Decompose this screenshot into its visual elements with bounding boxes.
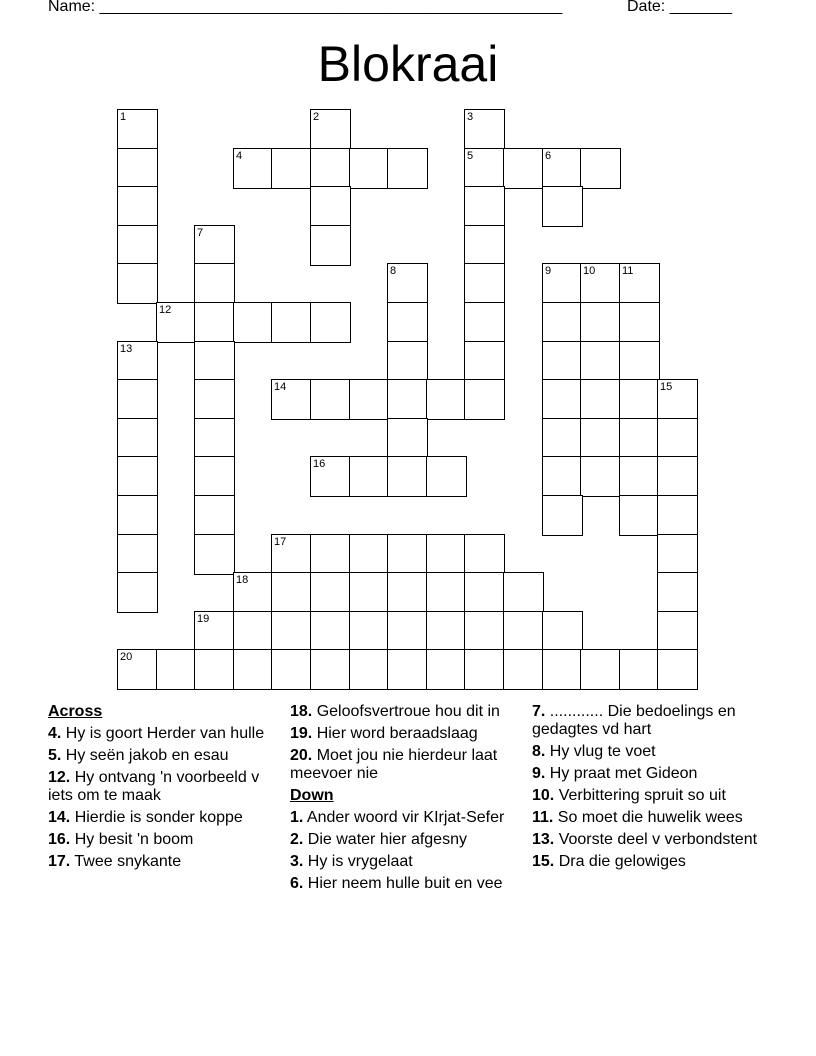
name-field[interactable]: Name: ____________________________________________________ (48, 0, 563, 15)
grid-cell[interactable] (657, 611, 698, 652)
grid-cell[interactable] (426, 534, 467, 575)
date-field[interactable]: Date: _______ (627, 0, 732, 15)
grid-cell[interactable] (349, 611, 390, 652)
grid-cell[interactable] (426, 572, 467, 613)
clue-text: Hy praat met Gideon (545, 765, 698, 782)
clue-number: 10. (532, 787, 555, 804)
grid-cell[interactable] (349, 534, 390, 575)
clue-item (290, 831, 518, 849)
clue-number: 2. (290, 831, 304, 848)
clue-item (532, 831, 764, 849)
clue-number: 9. (532, 765, 546, 782)
grid-cell[interactable] (271, 649, 312, 690)
clue-item (532, 853, 764, 871)
clue-number: 1. (290, 809, 304, 826)
grid-cell[interactable] (464, 225, 505, 266)
grid-cell[interactable] (117, 418, 158, 459)
clue-number: 13 (120, 343, 133, 355)
grid-cell[interactable] (619, 418, 660, 459)
grid-cell[interactable] (580, 456, 621, 497)
clue-text: Die water hier afgesny (303, 831, 467, 848)
grid-cell[interactable] (194, 225, 235, 266)
grid-cell[interactable] (619, 495, 660, 536)
grid-cell[interactable] (426, 456, 467, 497)
grid-cell[interactable] (464, 263, 505, 304)
clue-text: Ander woord vir KIrjat-Sefer (303, 809, 505, 826)
clue-number: 3 (467, 111, 474, 123)
grid-cell[interactable] (349, 456, 390, 497)
grid-cell[interactable] (194, 495, 235, 536)
grid-cell[interactable] (503, 148, 544, 189)
clue-number: 7 (197, 227, 204, 239)
clue-number: 15 (660, 381, 673, 393)
grid-cell[interactable] (542, 148, 583, 189)
grid-cell[interactable] (387, 534, 428, 575)
grid-cell[interactable] (387, 649, 428, 690)
grid-cell[interactable] (117, 148, 158, 189)
clue-number: 4. (48, 725, 62, 742)
grid-cell[interactable] (619, 302, 660, 343)
grid-cell[interactable] (117, 109, 158, 150)
grid-cell[interactable] (387, 379, 428, 420)
clue-item (290, 809, 518, 827)
page-title: Blokraai (317, 36, 499, 92)
clue-text: Hier word beraadslaag (312, 725, 478, 742)
grid-cell[interactable] (657, 649, 698, 690)
grid-cell[interactable] (233, 148, 274, 189)
clue-text: Hy is goort Herder van hulle (61, 725, 265, 742)
grid-cell[interactable] (464, 148, 505, 189)
clue-text: Dra die gelowiges (554, 853, 686, 870)
grid-cell[interactable] (310, 148, 351, 189)
grid-cell[interactable] (310, 649, 351, 690)
grid-cell[interactable] (349, 148, 390, 189)
grid-cell[interactable] (271, 148, 312, 189)
clue-number: 14. (48, 809, 71, 826)
clue-number: 18 (236, 574, 249, 586)
grid-cell[interactable] (426, 611, 467, 652)
across-heading: Across (48, 703, 103, 720)
grid-cell[interactable] (464, 572, 505, 613)
grid-cell[interactable] (580, 263, 621, 304)
grid-cell[interactable] (387, 611, 428, 652)
grid-cell[interactable] (542, 456, 583, 497)
grid-cell[interactable] (542, 263, 583, 304)
clue-number: 12. (48, 769, 71, 786)
clue-item (290, 747, 518, 783)
grid-cell[interactable] (349, 572, 390, 613)
clue-number: 11 (622, 265, 634, 277)
grid-cell[interactable] (194, 418, 235, 459)
grid-cell[interactable] (464, 379, 505, 420)
clue-text: Hy vlug te voet (545, 743, 656, 760)
clue-text: Hy besit 'n boom (70, 831, 194, 848)
grid-cell[interactable] (117, 225, 158, 266)
clue-item (290, 875, 518, 893)
grid-cell[interactable] (542, 302, 583, 343)
grid-cell[interactable] (194, 302, 235, 343)
grid-cell[interactable] (542, 495, 583, 536)
grid-cell[interactable] (194, 456, 235, 497)
clue-number: 8 (390, 265, 397, 277)
grid-cell[interactable] (117, 341, 158, 382)
clues-column-2 (290, 703, 518, 897)
clue-number: 6. (290, 875, 304, 892)
grid-cell[interactable] (426, 379, 467, 420)
grid-cell[interactable] (310, 534, 351, 575)
clue-number: 18. (290, 703, 313, 720)
grid-cell[interactable] (580, 418, 621, 459)
clue-number: 19. (290, 725, 313, 742)
clue-item (48, 747, 288, 765)
clue-number: 15. (532, 853, 555, 870)
grid-cell[interactable] (619, 379, 660, 420)
grid-cell[interactable] (117, 572, 158, 613)
grid-cell[interactable] (580, 379, 621, 420)
grid-cell[interactable] (619, 263, 660, 304)
clue-item (532, 787, 764, 805)
grid-cell[interactable] (387, 341, 428, 382)
grid-cell[interactable] (387, 456, 428, 497)
grid-cell[interactable] (233, 302, 274, 343)
grid-cell[interactable] (657, 534, 698, 575)
grid-cell[interactable] (194, 649, 235, 690)
clue-number: 17. (48, 853, 71, 870)
clue-text: Hy seën jakob en esau (61, 747, 229, 764)
clue-text: Twee snykante (70, 853, 182, 870)
grid-cell[interactable] (271, 534, 312, 575)
grid-cell[interactable] (310, 302, 351, 343)
grid-cell[interactable] (271, 379, 312, 420)
clue-number: 14 (274, 381, 287, 393)
clues-column-3 (532, 703, 764, 875)
grid-cell[interactable] (387, 418, 428, 459)
grid-cell[interactable] (310, 225, 351, 266)
clue-number: 11. (532, 809, 554, 826)
grid-cell[interactable] (657, 418, 698, 459)
grid-cell[interactable] (387, 302, 428, 343)
grid-cell[interactable] (619, 456, 660, 497)
grid-cell[interactable] (657, 456, 698, 497)
grid-cell[interactable] (503, 572, 544, 613)
grid-cell[interactable] (194, 379, 235, 420)
grid-cell[interactable] (619, 649, 660, 690)
clue-number: 20 (120, 651, 133, 663)
grid-cell[interactable] (580, 302, 621, 343)
grid-cell[interactable] (542, 379, 583, 420)
grid-cell[interactable] (657, 495, 698, 536)
clue-item (290, 853, 518, 871)
clue-text: Voorste deel v verbondstent (554, 831, 758, 848)
clue-number: 2 (313, 111, 320, 123)
clue-item (532, 703, 764, 739)
clues-column-1 (48, 703, 288, 875)
grid-cell[interactable] (349, 649, 390, 690)
grid-cell[interactable] (310, 109, 351, 150)
clue-number: 8. (532, 743, 546, 760)
grid-cell[interactable] (310, 379, 351, 420)
clue-item (290, 703, 518, 721)
grid-cell[interactable] (310, 611, 351, 652)
grid-cell[interactable] (233, 572, 274, 613)
clue-text: Hy is vrygelaat (303, 853, 413, 870)
grid-cell[interactable] (464, 186, 505, 227)
grid-cell[interactable] (117, 495, 158, 536)
grid-cell[interactable] (464, 611, 505, 652)
clue-item (532, 765, 764, 783)
clue-item (48, 853, 288, 871)
clue-item (532, 809, 764, 827)
grid-cell[interactable] (542, 341, 583, 382)
grid-cell[interactable] (271, 611, 312, 652)
clue-text: Verbittering spruit so uit (554, 787, 726, 804)
clue-item (48, 809, 288, 827)
clue-number: 13. (532, 831, 555, 848)
grid-cell[interactable] (426, 649, 467, 690)
grid-cell[interactable] (194, 611, 235, 652)
grid-cell[interactable] (464, 649, 505, 690)
grid-cell[interactable] (464, 109, 505, 150)
grid-cell[interactable] (387, 263, 428, 304)
grid-cell[interactable] (464, 341, 505, 382)
grid-cell[interactable] (542, 418, 583, 459)
clue-text: Moet jou nie hierdeur laat meevoer nie (290, 747, 498, 782)
grid-cell[interactable] (233, 611, 274, 652)
grid-cell[interactable] (156, 302, 197, 343)
grid-cell[interactable] (503, 611, 544, 652)
clue-item (48, 831, 288, 849)
grid-cell[interactable] (542, 611, 583, 652)
clue-text: Hy ontvang 'n voorbeeld v iets om te maak (48, 769, 260, 804)
clue-text: So moet die huwelik wees (553, 809, 743, 826)
down-heading: Down (290, 787, 334, 804)
grid-cell[interactable] (117, 649, 158, 690)
grid-cell[interactable] (464, 302, 505, 343)
grid-cell[interactable] (542, 649, 583, 690)
grid-cell[interactable] (542, 186, 583, 227)
grid-cell[interactable] (117, 186, 158, 227)
grid-cell[interactable] (233, 649, 274, 690)
clue-text: Geloofsvertroue hou dit in (312, 703, 500, 720)
clue-number: 3. (290, 853, 304, 870)
grid-cell[interactable] (580, 341, 621, 382)
clue-number: 10 (583, 265, 596, 277)
grid-cell[interactable] (464, 534, 505, 575)
grid-cell[interactable] (117, 456, 158, 497)
grid-cell[interactable] (194, 263, 235, 304)
clue-number: 17 (274, 536, 287, 548)
grid-cell[interactable] (503, 649, 544, 690)
grid-cell[interactable] (310, 572, 351, 613)
grid-cell[interactable] (580, 649, 621, 690)
grid-cell[interactable] (156, 649, 197, 690)
clue-number: 9 (545, 265, 552, 277)
clue-number: 1 (120, 111, 127, 123)
clue-number: 4 (236, 150, 243, 162)
clue-number: 19 (197, 613, 210, 625)
grid-cell[interactable] (310, 456, 351, 497)
clue-text: ............ Die bedoelings en gedagtes vd hart (532, 703, 736, 738)
grid-cell[interactable] (310, 186, 351, 227)
grid-cell[interactable] (387, 148, 428, 189)
clue-text: Hier neem hulle buit en vee (303, 875, 503, 892)
grid-cell[interactable] (387, 572, 428, 613)
grid-cell[interactable] (194, 534, 235, 575)
clue-number: 7. (532, 703, 546, 720)
clue-number: 5. (48, 747, 62, 764)
clue-number: 16. (48, 831, 71, 848)
clue-number: 12 (159, 304, 172, 316)
clue-item (48, 725, 288, 743)
clue-number: 5 (467, 150, 474, 162)
grid-cell[interactable] (657, 379, 698, 420)
grid-cell[interactable] (619, 341, 660, 382)
grid-cell[interactable] (580, 148, 621, 189)
clue-number: 20. (290, 747, 313, 764)
clue-item (48, 769, 288, 805)
clue-item (532, 743, 764, 761)
clue-text: Hierdie is sonder koppe (70, 809, 243, 826)
clue-number: 6 (545, 150, 552, 162)
grid-cell[interactable] (349, 379, 390, 420)
grid-cell[interactable] (117, 534, 158, 575)
clue-number: 16 (313, 458, 326, 470)
grid-cell[interactable] (657, 572, 698, 613)
grid-cell[interactable] (271, 572, 312, 613)
grid-cell[interactable] (117, 263, 158, 304)
grid-cell[interactable] (271, 302, 312, 343)
grid-cell[interactable] (194, 341, 235, 382)
grid-cell[interactable] (117, 379, 158, 420)
clue-item (290, 725, 518, 743)
